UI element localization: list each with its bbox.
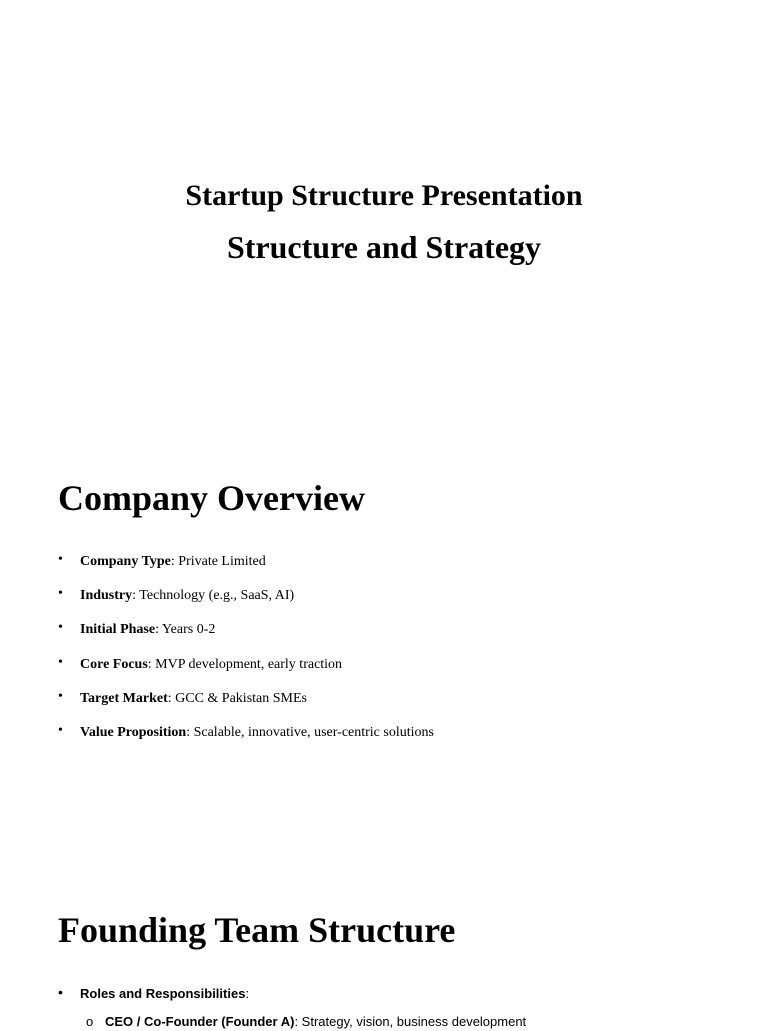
presentation-title: Startup Structure Presentation	[185, 179, 583, 212]
item-label: Core Focus	[80, 656, 148, 672]
item-text: : MVP development, early traction	[147, 656, 343, 672]
item-label: Industry	[80, 588, 133, 604]
list-item	[58, 619, 434, 641]
bullet-icon: •	[58, 688, 63, 704]
list-item	[58, 722, 434, 744]
sub-item-text: : Strategy, vision, business development	[294, 1014, 527, 1029]
item-text: :	[245, 986, 250, 1001]
list-item	[58, 654, 434, 676]
item-label: Initial Phase	[80, 622, 156, 638]
presentation-subtitle: Structure and Strategy	[226, 229, 542, 265]
founding-team-list	[58, 983, 249, 1009]
item-text: : Private Limited	[170, 554, 266, 569]
bullet-icon: •	[58, 654, 63, 670]
item-text: : GCC & Pakistan SMEs	[167, 690, 307, 706]
founding-team-sub-list	[86, 1013, 526, 1031]
company-overview-heading: Company Overview	[58, 478, 365, 518]
list-item	[58, 688, 434, 710]
list-item	[58, 983, 249, 1005]
item-label: Value Proposition	[80, 724, 187, 740]
item-text: : Years 0-2	[155, 622, 216, 638]
bullet-icon: •	[58, 984, 63, 1000]
list-item	[58, 551, 434, 573]
item-label: Company Type	[80, 554, 171, 569]
list-item	[58, 585, 434, 607]
item-text: : Technology (e.g., SaaS, AI)	[132, 588, 295, 604]
item-text: : Scalable, innovative, user-centric solutions	[186, 724, 434, 740]
bullet-icon: •	[58, 586, 63, 602]
bullet-icon: •	[58, 552, 63, 567]
sub-bullet-icon: o	[86, 1014, 94, 1029]
company-overview-list	[58, 551, 434, 756]
item-label: Target Market	[80, 690, 168, 706]
founding-team-heading: Founding Team Structure	[58, 910, 456, 950]
bullet-icon: •	[58, 722, 63, 738]
item-label: Roles and Responsibilities	[80, 986, 246, 1001]
sub-list-item	[86, 1013, 526, 1031]
sub-item-label: CEO / Co-Founder (Founder A)	[105, 1014, 295, 1029]
bullet-icon: •	[58, 620, 63, 636]
